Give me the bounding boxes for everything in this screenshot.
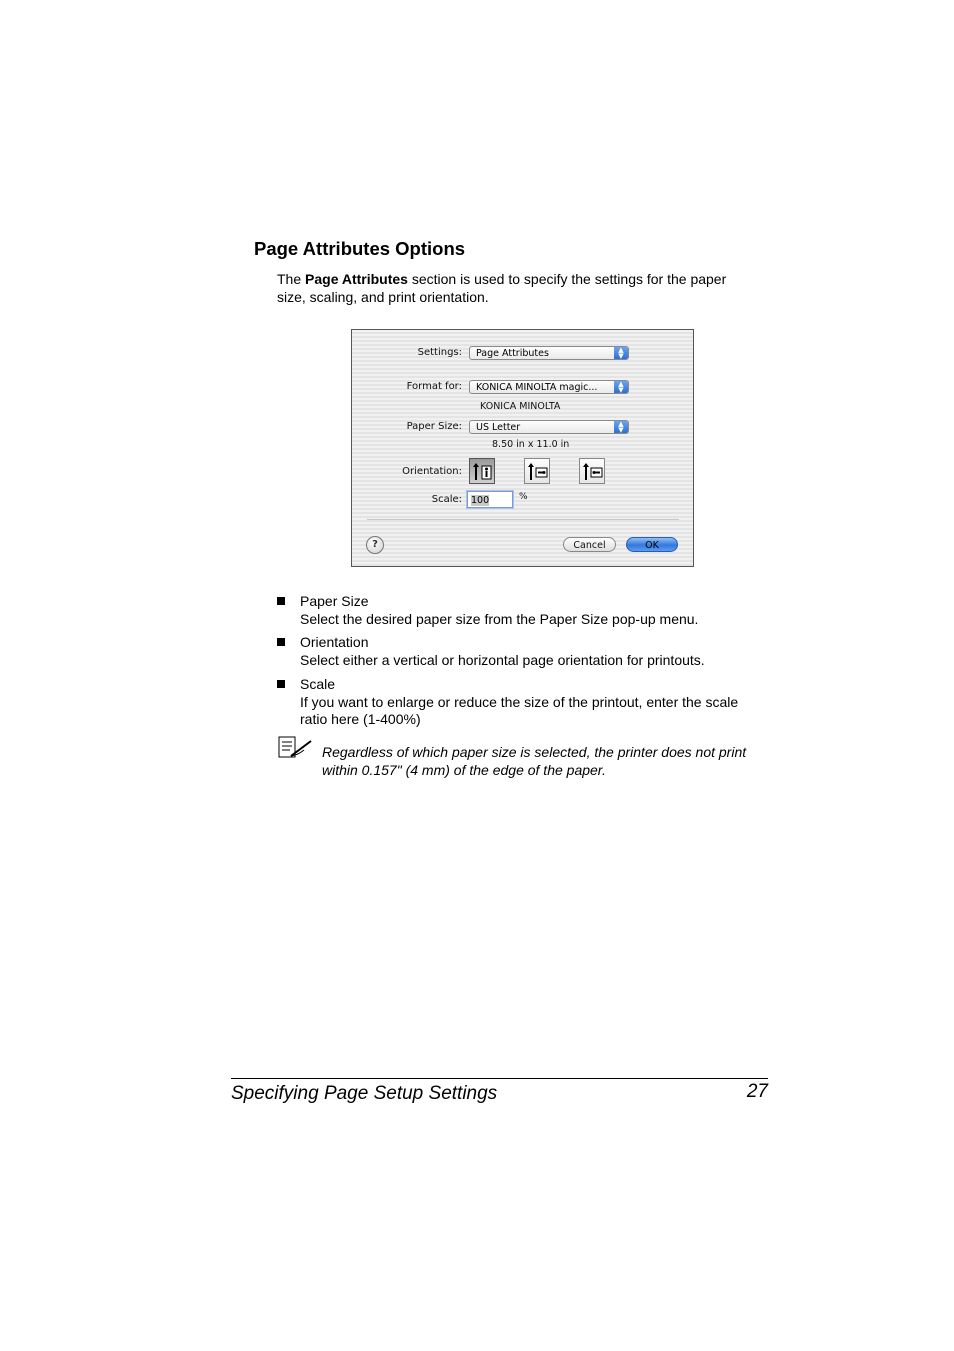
orientation-landscape-left-button[interactable]: [524, 458, 550, 484]
orientation-landscape-right-button[interactable]: [579, 458, 605, 484]
popup-arrows-icon: ▲ ▼: [614, 421, 628, 433]
bullet-square-icon: [277, 638, 285, 646]
cancel-button[interactable]: Cancel: [563, 537, 616, 552]
bullet-term: Scale: [300, 676, 336, 692]
footer-title: Specifying Page Setup Settings: [231, 1083, 498, 1104]
page-setup-dialog: [351, 329, 694, 567]
footer-rule: [231, 1078, 768, 1079]
paper-size-popup[interactable]: [469, 420, 629, 434]
intro-bold: Page Attributes: [305, 271, 408, 287]
format-for-label: Format for:: [406, 381, 462, 392]
intro-after: section is used to specify the settings for the paper size, scaling, and print orientation.: [277, 271, 727, 305]
ok-button[interactable]: OK: [626, 537, 678, 552]
dialog-divider: [367, 519, 679, 520]
popup-arrows-icon: ▲ ▼: [614, 347, 628, 359]
page-number: 27: [746, 1081, 768, 1102]
note-text: Regardless of which paper size is selected, the printer does not print within 0.157" (4 mm) of the edge of the paper.: [322, 744, 747, 778]
scale-input-value: 100: [471, 495, 490, 506]
portrait-icon: [470, 459, 496, 485]
paper-size-popup-value: US Letter: [476, 422, 521, 433]
section-title: Page Attributes Options: [254, 238, 466, 259]
paper-size-label: Paper Size:: [406, 421, 462, 432]
bullet-desc: Select the desired paper size from the Paper Size pop-up menu.: [300, 610, 699, 627]
intro-paragraph: [277, 270, 757, 306]
bullet-term: Orientation: [300, 634, 369, 650]
paper-size-subtext: 8.50 in x 11.0 in: [492, 439, 570, 450]
landscape-left-icon: [525, 459, 551, 485]
settings-popup[interactable]: [469, 346, 629, 360]
note-pencil-icon: [278, 736, 314, 765]
orientation-label: Orientation:: [402, 466, 462, 477]
help-icon[interactable]: ?: [366, 536, 384, 554]
orientation-portrait-button[interactable]: [469, 458, 495, 484]
format-for-popup[interactable]: [469, 380, 629, 394]
format-for-subtext: KONICA MINOLTA: [480, 401, 561, 412]
bullet-term: Paper Size: [300, 593, 369, 609]
intro-before: The: [277, 271, 306, 287]
settings-label: Settings:: [417, 347, 462, 358]
bullet-desc: If you want to enlarge or reduce the size of the printout, enter the scale ratio here (1-400%): [300, 693, 739, 727]
scale-label: Scale:: [431, 494, 462, 505]
format-for-popup-value: KONICA MINOLTA magic...: [476, 382, 598, 393]
settings-popup-value: Page Attributes: [476, 348, 549, 359]
scale-unit: %: [519, 492, 528, 502]
popup-arrows-icon: ▲ ▼: [614, 381, 628, 393]
bullet-square-icon: [277, 680, 285, 688]
bullet-square-icon: [277, 597, 285, 605]
scale-input[interactable]: [467, 491, 513, 508]
landscape-right-icon: [580, 459, 606, 485]
bullet-desc: Select either a vertical or horizontal page orientation for printouts.: [300, 651, 705, 668]
